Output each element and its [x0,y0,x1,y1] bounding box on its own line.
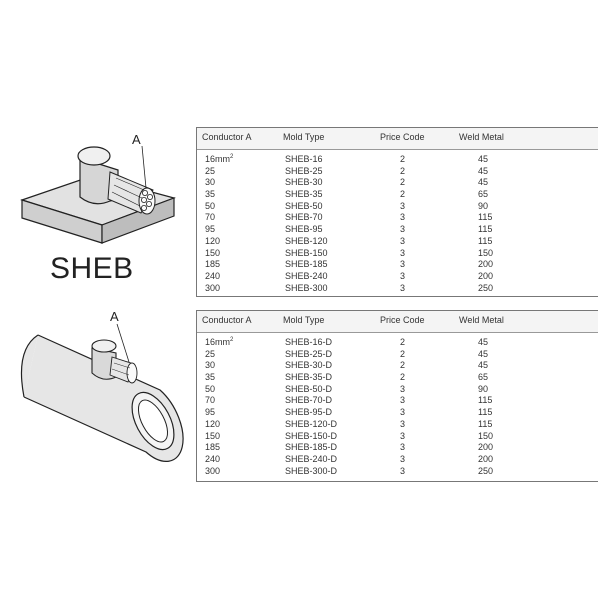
price-code-cell: 3 [400,212,406,223]
table-row [197,360,598,372]
price-code-cell: 3 [400,383,406,394]
mold-type-cell: SHEB-16 [285,154,323,164]
conductor-cell: 95 [205,224,216,235]
table-row [197,248,598,260]
weld-metal-cell: 115 [478,212,493,223]
price-code-cell: 3 [400,465,406,476]
callout-a-label: A [110,309,119,324]
superscript: 2 [230,154,234,160]
price-code-cell: 2 [400,165,406,176]
header-mold-type: Mold Type [283,315,325,325]
conductor-cell: 150 [205,247,221,258]
table-row [197,454,598,466]
weld-metal-cell: 65 [478,189,489,200]
table-row [197,337,598,349]
conductor-cell: 300 [205,282,221,293]
price-code-cell: 3 [400,395,406,406]
conductor-cell: 240 [205,270,221,281]
conductor-cell: $16mm^2$ [205,337,234,347]
weld-metal-cell: 45 [478,177,489,188]
header-weld-metal: Weld Metal [459,132,504,142]
conductor-cell: 120 [205,418,221,429]
mold-type-cell: SHEB-50-D [285,383,333,394]
weld-metal-cell: 90 [478,200,489,211]
callout-a-label: A [132,132,141,147]
price-code-cell: 3 [400,247,406,258]
weld-metal-cell: 200 [478,453,494,464]
conductor-cell: 25 [205,348,216,359]
weld-metal-cell: 115 [478,224,493,235]
table-row [197,349,598,361]
conductor-cell: 70 [205,395,216,406]
header-conductor: Conductor A [202,315,252,325]
header-price-code: Price Code [380,315,425,325]
mold-type-cell: SHEB-300 [285,282,328,293]
weld-metal-cell: 65 [478,372,489,383]
mold-type-cell: SHEB-240-D [285,453,338,464]
table-header [197,127,598,150]
table-row [197,395,598,407]
price-code-cell: 3 [400,407,406,418]
mold-type-cell: SHEB-240 [285,270,328,281]
weld-metal-cell: 250 [478,465,494,476]
table-body [197,154,598,294]
table-row [197,189,598,201]
table-row [197,283,598,295]
conductor-cell: 240 [205,453,221,464]
price-code-cell: 3 [400,418,406,429]
conductor-cell: $16mm^2$ [205,154,234,164]
mold-type-cell: SHEB-30 [285,177,323,188]
conductor-cell: 120 [205,235,221,246]
weld-metal-cell: 45 [478,154,489,164]
price-code-cell: 2 [400,348,406,359]
conductor-cell: 95 [205,407,216,418]
sheb-pipe-section [0,305,600,485]
mold-type-cell: SHEB-95-D [285,407,333,418]
header-weld-metal: Weld Metal [459,315,504,325]
price-code-cell: 2 [400,189,406,200]
price-code-cell: 2 [400,154,406,164]
sheb-d-spec-table [196,310,598,482]
table-row [197,384,598,396]
mold-type-cell: SHEB-185 [285,259,328,270]
table-row [197,407,598,419]
table-row [197,212,598,224]
weld-metal-cell: 115 [478,418,493,429]
price-code-cell: 3 [400,235,406,246]
price-code-cell: 3 [400,270,406,281]
conductor-cell: 50 [205,383,216,394]
price-code-cell: 2 [400,177,406,188]
table-row [197,166,598,178]
mold-type-cell: SHEB-150-D [285,430,338,441]
mold-type-cell: SHEB-35 [285,189,323,200]
weld-metal-cell: 150 [478,247,494,258]
price-code-cell: 3 [400,430,406,441]
table-row [197,271,598,283]
conductor-cell: 30 [205,360,216,371]
mold-type-cell: SHEB-25 [285,165,323,176]
table-row [197,224,598,236]
price-code-cell: 3 [400,200,406,211]
weld-metal-cell: 200 [478,270,494,281]
table-row [197,236,598,248]
weld-metal-cell: 115 [478,407,493,418]
table-row [197,431,598,443]
table-row [197,201,598,213]
conductor-cell: 50 [205,200,216,211]
sheb-plate-section [0,120,600,300]
mold-type-cell: SHEB-35-D [285,372,333,383]
conductor-cell: 150 [205,430,221,441]
table-row [197,466,598,478]
mold-type-cell: SHEB-16-D [285,337,333,347]
weld-metal-cell: 115 [478,395,493,406]
conductor-cell: 35 [205,372,216,383]
table-row [197,442,598,454]
sheb-spec-table [196,127,598,297]
weld-metal-cell: 90 [478,383,489,394]
table-row [197,154,598,166]
mold-type-cell: SHEB-50 [285,200,323,211]
weld-metal-cell: 200 [478,442,494,453]
mold-type-cell: SHEB-70 [285,212,323,223]
mold-type-cell: SHEB-300-D [285,465,338,476]
table-header [197,310,598,333]
pipe-weld-illustration [10,305,195,485]
weld-metal-cell: 200 [478,259,494,270]
mold-type-cell: SHEB-95 [285,224,323,235]
conductor-cell: 185 [205,442,221,453]
mold-type-cell: SHEB-120 [285,235,328,246]
product-title: SHEB [50,252,134,285]
weld-metal-cell: 150 [478,430,494,441]
table-row [197,372,598,384]
weld-metal-cell: 45 [478,348,489,359]
price-code-cell: 3 [400,259,406,270]
weld-metal-cell: 45 [478,360,489,371]
header-price-code: Price Code [380,132,425,142]
price-code-cell: 2 [400,337,406,347]
header-conductor: Conductor A [202,132,252,142]
conductor-cell: 25 [205,165,216,176]
superscript: 2 [230,337,234,343]
mold-type-cell: SHEB-30-D [285,360,333,371]
mold-type-cell: SHEB-185-D [285,442,338,453]
conductor-cell: 35 [205,189,216,200]
price-code-cell: 3 [400,224,406,235]
conductor-cell: 185 [205,259,221,270]
weld-metal-cell: 45 [478,165,489,176]
weld-metal-cell: 115 [478,235,493,246]
conductor-cell: 30 [205,177,216,188]
weld-metal-cell: 250 [478,282,494,293]
price-code-cell: 2 [400,372,406,383]
mold-type-cell: SHEB-120-D [285,418,338,429]
conductor-cell: 300 [205,465,221,476]
mold-type-cell: SHEB-25-D [285,348,333,359]
price-code-cell: 3 [400,453,406,464]
price-code-cell: 3 [400,442,406,453]
price-code-cell: 2 [400,360,406,371]
pipe-weld-drawing [10,305,195,485]
table-row [197,259,598,271]
table-body [197,337,598,477]
header-mold-type: Mold Type [283,132,325,142]
conductor-cell: 70 [205,212,216,223]
mold-type-cell: SHEB-70-D [285,395,333,406]
price-code-cell: 3 [400,282,406,293]
table-row [197,419,598,431]
table-row [197,177,598,189]
mold-type-cell: SHEB-150 [285,247,328,258]
weld-metal-cell: 45 [478,337,489,347]
